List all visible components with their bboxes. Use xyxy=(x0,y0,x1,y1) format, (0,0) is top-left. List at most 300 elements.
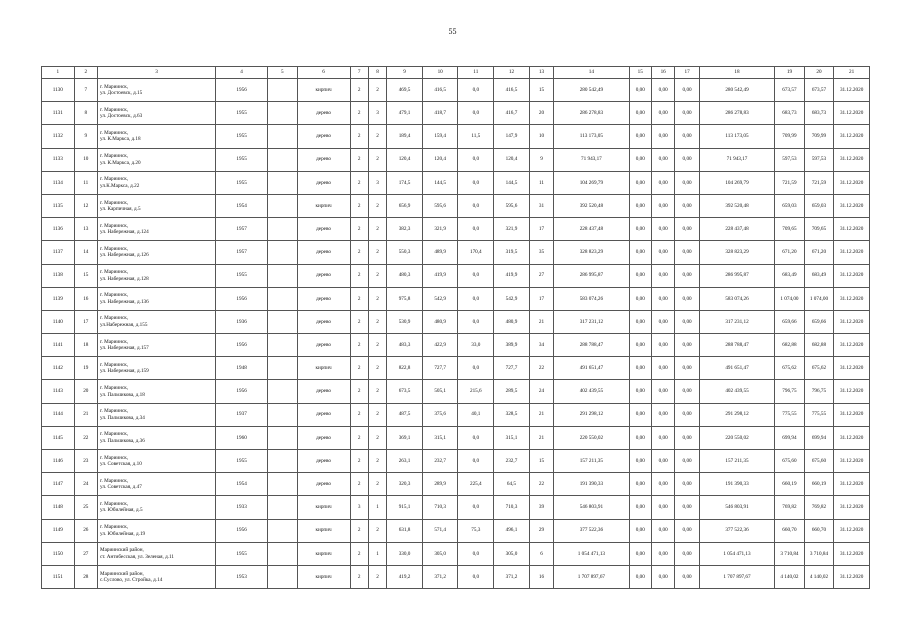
row-id-cell: 1143 xyxy=(42,380,75,403)
address-line: г. Мариинск, xyxy=(100,106,129,113)
unit-cost-cell: 769,82 xyxy=(775,496,805,519)
year-cell: 1953 xyxy=(216,565,268,588)
area-cell: 315,1 xyxy=(422,426,458,449)
deadline-cell: 31.12.2020 xyxy=(834,194,870,217)
floors-cell: 2 xyxy=(350,450,368,473)
fund-cell: 0,00 xyxy=(629,542,651,565)
cost-cell: 220 550,02 xyxy=(554,426,629,449)
address-line: ул. Советская, д.47 xyxy=(100,484,142,491)
row-id-cell: 1147 xyxy=(42,473,75,496)
total-cost-cell: 291 298,12 xyxy=(699,403,774,426)
unit-cost-cell: 673,57 xyxy=(775,79,805,102)
address-line: ул. Советская, д.10 xyxy=(100,461,142,468)
floors-cell: 2 xyxy=(350,194,368,217)
fund-cell: 0,00 xyxy=(629,171,651,194)
row-id-cell: 1135 xyxy=(42,194,75,217)
floors-cell: 2 xyxy=(350,334,368,357)
area-residential-cell: 305,0 xyxy=(494,542,530,565)
address-line: ул. Набережная, д.159 xyxy=(100,368,149,375)
address-line: ул. Пальчикова, д.34 xyxy=(100,414,145,421)
area-cell: 422,9 xyxy=(422,334,458,357)
area-cell: 232,7 xyxy=(422,450,458,473)
material-cell: дерево xyxy=(297,426,350,449)
deadline-cell: 31.12.2020 xyxy=(834,519,870,542)
unit-cost-limit-cell: 659,66 xyxy=(804,310,834,333)
unit-cost-cell: 721,59 xyxy=(775,171,805,194)
address-line: ул. К.Маркса, д.20 xyxy=(100,159,141,166)
material-cell: дерево xyxy=(297,310,350,333)
area-nonresidential-cell: 0,0 xyxy=(458,79,494,102)
address-line: ул. Достоевск, д.63 xyxy=(100,113,143,120)
area-residential-cell: 64,5 xyxy=(494,473,530,496)
total-cost-cell: 317 231,12 xyxy=(699,310,774,333)
year-cell: 1955 xyxy=(216,148,268,171)
floors-cell: 2 xyxy=(350,125,368,148)
floors-cell: 2 xyxy=(350,79,368,102)
total-area-cell: 120,4 xyxy=(387,148,423,171)
table-row xyxy=(42,519,870,542)
unit-cost-limit-cell: 675,62 xyxy=(804,357,834,380)
row-id-cell: 1142 xyxy=(42,357,75,380)
fund-cell: 0,00 xyxy=(629,380,651,403)
fund-cell: 0,00 xyxy=(629,357,651,380)
area-nonresidential-cell: 0,0 xyxy=(458,357,494,380)
entrances-cell: 1 xyxy=(368,542,386,565)
cost-cell: 286 995,87 xyxy=(554,264,629,287)
address-line: Мариинский район, xyxy=(100,570,144,577)
address-line: г. Мариинск, xyxy=(100,524,129,531)
table-row xyxy=(42,148,870,171)
deadline-cell: 31.12.2020 xyxy=(834,241,870,264)
total-area-cell: 320,3 xyxy=(387,473,423,496)
address-line: с.Суслово, ул. Стройка, д.14 xyxy=(100,577,163,584)
fund-cell: 0,00 xyxy=(629,241,651,264)
year-cell: 1955 xyxy=(216,542,268,565)
unit-cost-limit-cell: 3 710,84 xyxy=(804,542,834,565)
unit-cost-limit-cell: 709,99 xyxy=(804,125,834,148)
table-row xyxy=(42,102,870,125)
row-id-cell: 1148 xyxy=(42,496,75,519)
total-area-cell: 479,1 xyxy=(387,102,423,125)
address-cell xyxy=(98,171,216,194)
cost-cell: 280 542,49 xyxy=(554,79,629,102)
entrances-cell: 2 xyxy=(368,403,386,426)
table-row xyxy=(42,287,870,310)
column-number-header: 8 xyxy=(368,67,386,79)
residents-cell: 39 xyxy=(529,496,553,519)
fund-cell: 0,00 xyxy=(629,287,651,310)
area-cell: 571,4 xyxy=(422,519,458,542)
year-cell: 1957 xyxy=(216,218,268,241)
address-line: ст. Антибесская, ул. Зеленая, д.11 xyxy=(100,553,174,560)
fund-cell: 0,00 xyxy=(629,450,651,473)
cost-cell: 104 269,79 xyxy=(554,171,629,194)
row-number-cell: 10 xyxy=(74,148,97,171)
table-row xyxy=(42,171,870,194)
table-row xyxy=(42,334,870,357)
row-id-cell: 1130 xyxy=(42,79,75,102)
area-nonresidential-cell: 0,0 xyxy=(458,565,494,588)
floors-cell: 2 xyxy=(350,565,368,588)
empty-cell xyxy=(268,218,298,241)
cost-cell: 291 298,12 xyxy=(554,403,629,426)
year-cell: 1956 xyxy=(216,287,268,310)
cost-cell: 1 707 897,67 xyxy=(554,565,629,588)
cost-cell: 583 074,26 xyxy=(554,287,629,310)
fund-cell: 0,00 xyxy=(675,473,699,496)
address-line: ул. Набережная, д.128 xyxy=(100,275,149,282)
area-residential-cell: 727,7 xyxy=(494,357,530,380)
fund-cell: 0,00 xyxy=(629,79,651,102)
cost-cell: 228 437,48 xyxy=(554,218,629,241)
area-residential-cell: 542,9 xyxy=(494,287,530,310)
address-line: г. Мариинск, xyxy=(100,338,129,345)
fund-cell: 0,00 xyxy=(629,496,651,519)
table-row xyxy=(42,565,870,588)
residents-cell: 15 xyxy=(529,450,553,473)
residents-cell: 11 xyxy=(529,171,553,194)
address-line: г. Мариинск, xyxy=(100,315,129,322)
area-nonresidential-cell: 0,0 xyxy=(458,426,494,449)
fund-cell: 0,00 xyxy=(629,102,651,125)
deadline-cell: 31.12.2020 xyxy=(834,79,870,102)
deadline-cell: 31.12.2020 xyxy=(834,426,870,449)
table-row xyxy=(42,79,870,102)
area-cell: 375,6 xyxy=(422,403,458,426)
area-residential-cell: 319,5 xyxy=(494,241,530,264)
address-line: г. Мариинск, xyxy=(100,361,129,368)
area-nonresidential-cell: 75,3 xyxy=(458,519,494,542)
area-nonresidential-cell: 40,1 xyxy=(458,403,494,426)
unit-cost-limit-cell: 699,94 xyxy=(804,426,834,449)
address-line: г. Мариинск, xyxy=(100,408,129,415)
page-number: 55 xyxy=(448,27,457,36)
year-cell: 1933 xyxy=(216,496,268,519)
total-area-cell: 656,9 xyxy=(387,194,423,217)
residents-cell: 9 xyxy=(529,148,553,171)
address-line: Мариинский район, xyxy=(100,547,144,554)
deadline-cell: 31.12.2020 xyxy=(834,496,870,519)
table-row xyxy=(42,380,870,403)
empty-cell xyxy=(268,194,298,217)
address-cell xyxy=(98,79,216,102)
fund-cell: 0,00 xyxy=(675,287,699,310)
area-cell: 120,4 xyxy=(422,148,458,171)
unit-cost-limit-cell: 659,03 xyxy=(804,194,834,217)
material-cell: кирпич xyxy=(297,357,350,380)
area-nonresidential-cell: 215,6 xyxy=(458,380,494,403)
unit-cost-limit-cell: 682,88 xyxy=(804,334,834,357)
column-number-header: 17 xyxy=(675,67,699,79)
area-residential-cell: 147,9 xyxy=(494,125,530,148)
fund-cell: 0,00 xyxy=(651,241,674,264)
residents-cell: 27 xyxy=(529,264,553,287)
unit-cost-limit-cell: 597,53 xyxy=(804,148,834,171)
area-residential-cell: 232,7 xyxy=(494,450,530,473)
address-line: ул. Достоевск, д.15 xyxy=(100,90,143,97)
area-nonresidential-cell: 0,0 xyxy=(458,218,494,241)
cost-cell: 328 823,29 xyxy=(554,241,629,264)
year-cell: 1956 xyxy=(216,519,268,542)
row-number-cell: 19 xyxy=(74,357,97,380)
cost-cell: 157 211,35 xyxy=(554,450,629,473)
entrances-cell: 2 xyxy=(368,194,386,217)
deadline-cell: 31.12.2020 xyxy=(834,218,870,241)
empty-cell xyxy=(268,357,298,380)
fund-cell: 0,00 xyxy=(675,380,699,403)
empty-cell xyxy=(268,79,298,102)
address-line: г. Мариинск, xyxy=(100,199,129,206)
address-cell xyxy=(98,357,216,380)
total-cost-cell: 1 707 897,67 xyxy=(699,565,774,588)
area-residential-cell: 289,5 xyxy=(494,380,530,403)
fund-cell: 0,00 xyxy=(651,473,674,496)
fund-cell: 0,00 xyxy=(629,310,651,333)
total-cost-cell: 104 269,79 xyxy=(699,171,774,194)
fund-cell: 0,00 xyxy=(629,264,651,287)
floors-cell: 2 xyxy=(350,403,368,426)
total-area-cell: 822,8 xyxy=(387,357,423,380)
empty-cell xyxy=(268,426,298,449)
row-number-cell: 13 xyxy=(74,218,97,241)
address-cell xyxy=(98,473,216,496)
row-number-cell: 24 xyxy=(74,473,97,496)
area-cell: 505,1 xyxy=(422,380,458,403)
table-row xyxy=(42,218,870,241)
year-cell: 1955 xyxy=(216,264,268,287)
column-number-header: 10 xyxy=(422,67,458,79)
fund-cell: 0,00 xyxy=(675,241,699,264)
total-area-cell: 530,9 xyxy=(387,310,423,333)
row-number-cell: 20 xyxy=(74,380,97,403)
fund-cell: 0,00 xyxy=(629,519,651,542)
fund-cell: 0,00 xyxy=(651,357,674,380)
column-number-header: 1 xyxy=(42,67,75,79)
row-id-cell: 1141 xyxy=(42,334,75,357)
row-id-cell: 1150 xyxy=(42,542,75,565)
empty-cell xyxy=(268,287,298,310)
address-line: ул.К.Маркса, д.22 xyxy=(100,182,140,189)
unit-cost-cell: 796,75 xyxy=(775,380,805,403)
empty-cell xyxy=(268,403,298,426)
area-residential-cell: 419,9 xyxy=(494,264,530,287)
row-number-cell: 9 xyxy=(74,125,97,148)
unit-cost-cell: 4 140,02 xyxy=(775,565,805,588)
total-area-cell: 419,2 xyxy=(387,565,423,588)
material-cell: дерево xyxy=(297,287,350,310)
area-residential-cell: 595,6 xyxy=(494,194,530,217)
material-cell: кирпич xyxy=(297,519,350,542)
column-number-header: 7 xyxy=(350,67,368,79)
unit-cost-cell: 597,53 xyxy=(775,148,805,171)
total-area-cell: 487,5 xyxy=(387,403,423,426)
residents-cell: 29 xyxy=(529,519,553,542)
material-cell: дерево xyxy=(297,264,350,287)
area-residential-cell: 496,1 xyxy=(494,519,530,542)
empty-cell xyxy=(268,125,298,148)
fund-cell: 0,00 xyxy=(651,496,674,519)
empty-cell xyxy=(268,380,298,403)
address-line: г. Мариинск, xyxy=(100,245,129,252)
total-cost-cell: 191 390,33 xyxy=(699,473,774,496)
floors-cell: 2 xyxy=(350,380,368,403)
entrances-cell: 2 xyxy=(368,334,386,357)
floors-cell: 2 xyxy=(350,102,368,125)
cost-cell: 1 054 471,13 xyxy=(554,542,629,565)
address-line: г. Мариинск, xyxy=(100,292,129,299)
floors-cell: 2 xyxy=(350,171,368,194)
empty-cell xyxy=(268,171,298,194)
total-cost-cell: 157 211,35 xyxy=(699,450,774,473)
fund-cell: 0,00 xyxy=(629,125,651,148)
total-cost-cell: 392 520,48 xyxy=(699,194,774,217)
cost-cell: 286 278,83 xyxy=(554,102,629,125)
column-number-header: 6 xyxy=(297,67,350,79)
row-number-cell: 16 xyxy=(74,287,97,310)
residents-cell: 15 xyxy=(529,79,553,102)
material-cell: дерево xyxy=(297,102,350,125)
floors-cell: 2 xyxy=(350,519,368,542)
address-line: ул. Набережная, д.136 xyxy=(100,298,149,305)
address-line: г. Мариинск, xyxy=(100,269,129,276)
floors-cell: 2 xyxy=(350,357,368,380)
address-cell xyxy=(98,194,216,217)
total-cost-cell: 228 437,48 xyxy=(699,218,774,241)
year-cell: 1955 xyxy=(216,171,268,194)
unit-cost-cell: 683,49 xyxy=(775,264,805,287)
fund-cell: 0,00 xyxy=(675,542,699,565)
area-cell: 727,7 xyxy=(422,357,458,380)
entrances-cell: 2 xyxy=(368,565,386,588)
area-cell: 480,9 xyxy=(422,310,458,333)
unit-cost-cell: 775,55 xyxy=(775,403,805,426)
year-cell: 1956 xyxy=(216,79,268,102)
floors-cell: 2 xyxy=(350,310,368,333)
fund-cell: 0,00 xyxy=(651,102,674,125)
floors-cell: 2 xyxy=(350,473,368,496)
residents-cell: 31 xyxy=(529,194,553,217)
year-cell: 1956 xyxy=(216,380,268,403)
fund-cell: 0,00 xyxy=(629,148,651,171)
deadline-cell: 31.12.2020 xyxy=(834,380,870,403)
fund-cell: 0,00 xyxy=(651,194,674,217)
deadline-cell: 31.12.2020 xyxy=(834,403,870,426)
material-cell: дерево xyxy=(297,450,350,473)
row-number-cell: 27 xyxy=(74,542,97,565)
address-line: г. Мариинск, xyxy=(100,129,129,136)
area-nonresidential-cell: 11,5 xyxy=(458,125,494,148)
unit-cost-cell: 709,99 xyxy=(775,125,805,148)
row-id-cell: 1133 xyxy=(42,148,75,171)
fund-cell: 0,00 xyxy=(675,194,699,217)
housing-registry-table xyxy=(41,66,870,589)
unit-cost-limit-cell: 671,20 xyxy=(804,241,834,264)
unit-cost-limit-cell: 683,73 xyxy=(804,102,834,125)
column-number-header: 12 xyxy=(494,67,530,79)
entrances-cell: 2 xyxy=(368,264,386,287)
year-cell: 1960 xyxy=(216,426,268,449)
deadline-cell: 31.12.2020 xyxy=(834,171,870,194)
column-number-header: 9 xyxy=(387,67,423,79)
column-number-header: 11 xyxy=(458,67,494,79)
row-number-cell: 7 xyxy=(74,79,97,102)
unit-cost-cell: 709,65 xyxy=(775,218,805,241)
address-line: г. Мариинск, xyxy=(100,385,129,392)
cost-cell: 377 522,36 xyxy=(554,519,629,542)
total-cost-cell: 546 803,91 xyxy=(699,496,774,519)
row-id-cell: 1132 xyxy=(42,125,75,148)
deadline-cell: 31.12.2020 xyxy=(834,148,870,171)
row-id-cell: 1144 xyxy=(42,403,75,426)
column-number-header: 20 xyxy=(804,67,834,79)
unit-cost-cell: 660,19 xyxy=(775,473,805,496)
fund-cell: 0,00 xyxy=(629,473,651,496)
area-cell: 371,2 xyxy=(422,565,458,588)
total-cost-cell: 220 550,02 xyxy=(699,426,774,449)
address-line: г. Мариинск, xyxy=(100,454,129,461)
entrances-cell: 2 xyxy=(368,241,386,264)
unit-cost-limit-cell: 660,70 xyxy=(804,519,834,542)
area-cell: 159,4 xyxy=(422,125,458,148)
unit-cost-cell: 699,94 xyxy=(775,426,805,449)
fund-cell: 0,00 xyxy=(675,310,699,333)
year-cell: 1955 xyxy=(216,125,268,148)
area-residential-cell: 144,5 xyxy=(494,171,530,194)
residents-cell: 16 xyxy=(529,565,553,588)
unit-cost-cell: 675,60 xyxy=(775,450,805,473)
total-area-cell: 469,5 xyxy=(387,79,423,102)
total-cost-cell: 288 788,47 xyxy=(699,334,774,357)
address-line: г. Мариинск, xyxy=(100,477,129,484)
total-area-cell: 915,1 xyxy=(387,496,423,519)
area-nonresidential-cell: 0,0 xyxy=(458,102,494,125)
fund-cell: 0,00 xyxy=(629,334,651,357)
fund-cell: 0,00 xyxy=(629,426,651,449)
row-id-cell: 1138 xyxy=(42,264,75,287)
column-number-header: 21 xyxy=(834,67,870,79)
entrances-cell: 2 xyxy=(368,125,386,148)
address-cell xyxy=(98,565,216,588)
address-line: г. Мариинск, xyxy=(100,83,129,90)
table-row xyxy=(42,450,870,473)
area-cell: 595,6 xyxy=(422,194,458,217)
address-cell xyxy=(98,426,216,449)
total-cost-cell: 280 542,49 xyxy=(699,79,774,102)
total-cost-cell: 113 173,05 xyxy=(699,125,774,148)
row-number-cell: 11 xyxy=(74,171,97,194)
column-number-header: 4 xyxy=(216,67,268,79)
entrances-cell: 2 xyxy=(368,218,386,241)
material-cell: кирпич xyxy=(297,194,350,217)
row-id-cell: 1139 xyxy=(42,287,75,310)
fund-cell: 0,00 xyxy=(651,148,674,171)
address-line: ул. Пальчикова, д.36 xyxy=(100,437,145,444)
fund-cell: 0,00 xyxy=(675,426,699,449)
total-cost-cell: 1 054 471,13 xyxy=(699,542,774,565)
area-nonresidential-cell: 0,0 xyxy=(458,287,494,310)
row-id-cell: 1146 xyxy=(42,450,75,473)
total-cost-cell: 286 995,87 xyxy=(699,264,774,287)
area-cell: 489,9 xyxy=(422,241,458,264)
address-line: ул. Набережная, д.124 xyxy=(100,229,149,236)
cost-cell: 402 439,55 xyxy=(554,380,629,403)
entrances-cell: 2 xyxy=(368,357,386,380)
empty-cell xyxy=(268,450,298,473)
deadline-cell: 31.12.2020 xyxy=(834,264,870,287)
address-cell xyxy=(98,102,216,125)
entrances-cell: 2 xyxy=(368,473,386,496)
column-number-header-row xyxy=(42,67,870,79)
